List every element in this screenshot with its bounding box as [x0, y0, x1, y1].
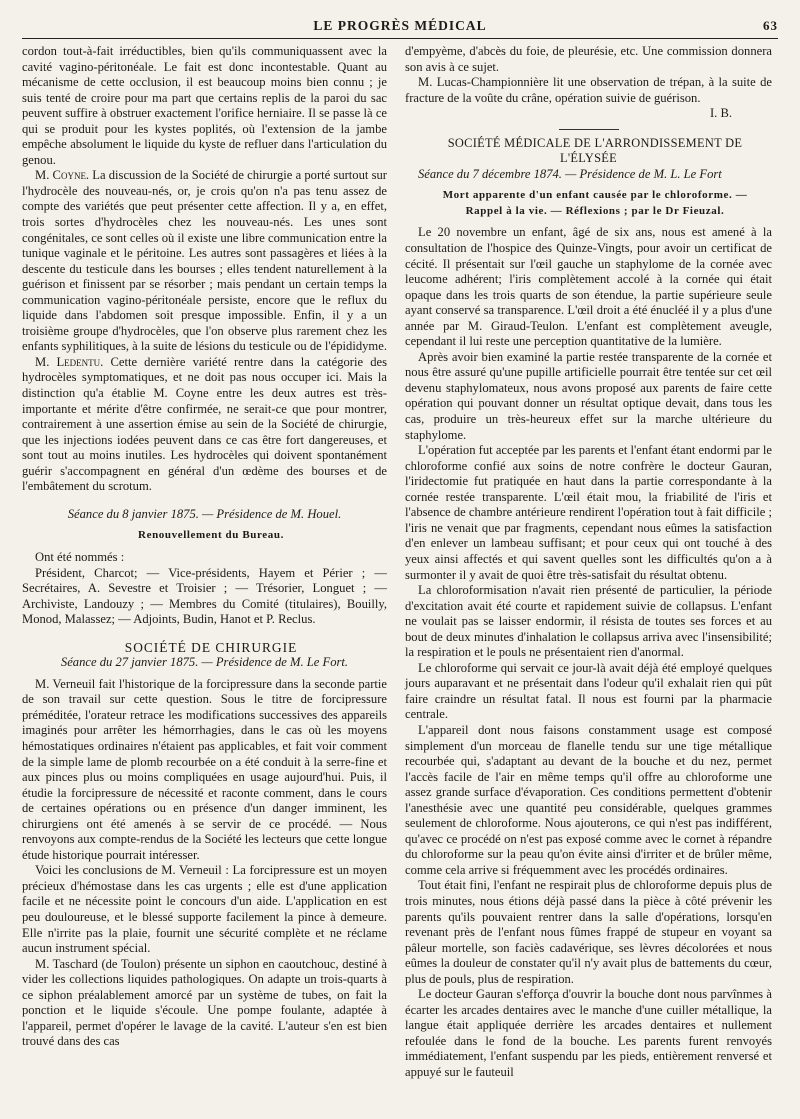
paragraph: Ont été nommés : — [35, 549, 125, 564]
paragraph: L'opération fut acceptée par les parents et l'enfant étant endormi par le chloroforme confié aux soins de notre confrère le docteur Gauran, l'iridectomie fut pratiquée en haut dans la partie correspondante à la cornée restée transparente. L'œil était mou, la friabilité de l'iris et l'absence de chambre antérieure rendirent l'opération tout à fait difficile ; l'iris ne venait que par fragments, cependant nous eûmes la satisfaction d'en enlever un lambeau suffisant; et pour ceux qui ont touché à des yeux ainsi affectés et qui savent quelles sont les difficultés qu'on a à surmonter il y avait de quoi être très-satisfait du résultat obtenu. — [405, 443, 772, 582]
paragraph — [22, 355, 387, 495]
session-heading: Séance du 8 janvier 1875. — Présidence de M. Houel. — [67, 506, 342, 521]
paragraph-text: La discussion de la Société de chirurgie a porté surtout sur l'hydrocèle des nouveau-nés, or, je crois qu'on n'a pas tenu assez de compte des variétés que peut présenter cette affection. Il y a, en effet, trois sortes d'hydrocèles chez les nouveau-nés. Les unes sont congénitales, ce sont celles où il existe une libre communication entre la tunique vaginale et le péritoine. Les autres sont passagères et liées à la descente du testicule dans les bourses ; elles tendent naturellement à la guérison et finissent par se résorber ; mais pendant un certain temps la communication vagino-péritonéale persiste, encore que le reflux du liquide dans l'abdomen soit presque impossible. Enfin, il y a un troisième groupe d'hydrocèles, que l'on observe plus rarement chez les enfants syphilitiques, à la suite de lésions du testicule ou de l'épididyme. — [22, 168, 387, 354]
paragraph: Voici les conclusions de M. Verneuil : La forcipressure est un moyen précieux d'hémostase dans les cas urgents ; elle est d'une application facile et ne nécessite point le concours d'un aide. L'application en est peu douloureuse, et le blessé supporte facilement la pince à demeure. Elle n'irrite pas la plaie, fournit une sécurité complète et ne réclame aucun instrument spécial. — [22, 863, 387, 956]
page-number: 63 — [763, 18, 778, 33]
paragraph-text: Cette dernière variété rentre dans la catégorie des hydrocèles symptomatiques, et ne doit pas nous occuper ici. Mais la distinction qu'a établie M. Coyne entre les deux autres est très-importante et mérite d'être confirmée, ne serait-ce que pour montrer, contrairement à une assertion émise au sein de la Société de chirurgie, que les injections iodées peuvent dans ce cas être fort dangereuses, et sont tout au moins inutiles. Les hydrocèles qui doivent spontanément guérir s'accompagnent en général d'un œdème des bourses et de l'embâtement du scrotum. — [22, 354, 387, 494]
session-heading: Séance du 7 décembre 1874. — Présidence de M. L. Le Fort — [418, 166, 722, 181]
signature-initials: I. B. — [709, 106, 732, 121]
speaker-name: M. Coyne. — [35, 168, 90, 183]
paragraph: d'empyème, d'abcès du foie, de pleurésie, etc. Une commission donnera son avis à ce sujet. — [405, 44, 772, 74]
paragraph: M. Verneuil fait l'historique de la forcipressure dans la seconde partie de son travail sur cette question. Sous le titre de forcipressure préméditée, l'orateur retrace les modifications successives des appareils imaginés pour arrêter les hémorrhagies, dans le cas où les moyens hémostatiques ordinaires n'étaient pas applicables, et fait voir comment de la simple lame de plomb recourbée on a été conduit à la serre-fine et aux pinces plus ou moins compliquées en usage aujourd'hui. Puis, il étudie la forcipressure de nécessité et raconte comment, dans le cours de certaines opérations ou en présence d'un danger imminent, les chirurgiens ont été amenés à se servir de ce procédé. — Nous renvoyons aux compte-rendus de la Société les lecteurs que cette longue étude historique pourrait intéresser. — [22, 676, 387, 862]
paragraph: Le docteur Gauran s'efforça d'ouvrir la bouche dont nous parvînmes à écarter les arcades dentaires avec le manche d'une cuiller métallique, la langue était appliquée derrière les arcades dentaires et nullement refoulée dans le fond de la bouche. Les parents furent renvoyés immédiatement, l'enfant suspendu par les pieds, entièrement renversé et appuyé sur le fauteuil — [405, 987, 772, 1079]
speaker-name: M. Ledentu. — [35, 354, 104, 369]
session-heading: Séance du 27 janvier 1875. — Présidence de M. Le Fort. — [60, 655, 349, 670]
section-title: SOCIÉTÉ MÉDICALE DE L'ARRONDISSEMENT DE L'ÉLYSÉE — [447, 135, 743, 166]
paragraph: M. Lucas-Championnière lit une observation de trépan, à la suite de fracture de la voûte du crâne, opération suivie de guérison. — [405, 75, 772, 105]
journal-title: LE PROGRÈS MÉDICAL — [313, 18, 487, 33]
page-header — [22, 16, 778, 39]
paragraph: Tout était fini, l'enfant ne respirait plus de chloroforme depuis plus de trois minutes, nous étions déjà passé dans la pièce à côté prévenir les parents qu'ils pouvaient rentrer dans la salle d'opérations, lorsqu'en revenant près de l'enfant nous fûmes frappé de stupeur en voyant sa pâleur mortelle, son faciès cadavérique, ses lèvres décolorées et nous eûmes la douleur de constater qu'il n'y avait plus de battements du cœur, plus de pouls, plus de respiration. — [405, 878, 772, 986]
paragraph: cordon tout-à-fait irréductibles, bien qu'ils communiquassent avec la cavité vagino-péritonéale. Le fait est donc incontestable. Quant au mécanisme de cette occlusion, il est beaucoup moins bien connu ; je suis tenté de croire pour ma part que certains replis de la paroi du sac peuvent suffire à obstruer exactement l'orifice herniaire. Il se passe là ce qui se produit pour les kystes poplités, où l'extension de la jambe empêche absolument le liquide du kyste de refluer dans l'articulation du genou. — [22, 44, 387, 167]
paragraph: L'appareil dont nous faisons constamment usage est composé simplement d'un morceau de flanelle tendu sur une tige métallique recourbée qui, s'adaptant au devant de la bouche et du nez, permet l'accès facile de l'air en même temps qu'il offre au chloroforme une assez grande surface d'évaporation. Ces conditions permettent d'obtenir l'anesthésie avec une quantité peu considérable, quelques grammes seulement de chloroforme. Nous ajouterons, ce qui n'est pas indifférent, qu'avec ce procédé on n'est pas exposé comme avec le cornet à répandre du chloroforme sur la peau qu'on évite ainsi d'irriter et de brûler même, comme cela arrive si fréquemment avec les procédés ordinaires. — [405, 722, 772, 877]
paragraph: Le chloroforme qui servait ce jour-là avait déjà été employé quelques jours auparavant et ne présentait dans l'odeur qu'il exhalait rien qui pût faire craindre un résultat fatal. Il nous est fourni par la pharmacie centrale. — [405, 660, 772, 722]
paragraph: M. Taschard (de Toulon) présente un siphon en caoutchouc, destiné à vider les collections liquides pathologiques. On adapte un trois-quarts à ce siphon préalablement amorcé par un système de tubes, on fait la ponction et le liquide s'écoule. Une pompe foulante, adaptée à l'appareil, permet d'opérer le lavage de la cavité. L'auteur s'en est bien trouvé dans des cas — [22, 956, 387, 1049]
paragraph: Après avoir bien examiné la partie restée transparente de la cornée et nous être assuré qu'une pupille artificielle pourrait être tentée sur cet œil devenu staphylomateux, nous avons proposé aux parents de faire cette opération qui pouvant donner un résultat optique devait, dans tous les cas, produire un très-heureux effet sur la marche ultérieure du staphylome. — [405, 349, 772, 442]
subheading: Mort apparente d'un enfant causée par le chloroforme. — — [442, 189, 748, 202]
paragraph: La chloroformisation n'avait rien présenté de particulier, la période d'excitation avait été courte et rapidement suivie de collapsus. L'enfant ne voulait pas se laisser endormir, il résista de toutes ses forces et au bout de deux minutes d'inhalation le collapsus arriva avec l'insensibilité; la respiration et le pouls ne présentaient rien d'anormal. — [405, 583, 772, 660]
paragraph — [22, 168, 387, 355]
left-column — [22, 44, 387, 1050]
subheading: Renouvellement du Bureau. — [138, 529, 284, 542]
paragraph: Président, Charcot; — Vice-présidents, Hayem et Périer ; — Secrétaires, A. Sevestre et Troisier ; — Trésorier, Longuet ; — Archiviste, Landouzy ; — Membres du Comité (titulaires), Bouilly, Monod, Malassez; — Adjoints, Budin, Hanot et P. Reclus. — [22, 565, 387, 627]
section-title: SOCIÉTÉ DE CHIRURGIE — [124, 639, 298, 655]
subheading: Rappel à la vie. — Réflexions ; par le Dr Fieuzal. — [465, 204, 725, 217]
paragraph: Le 20 novembre un enfant, âgé de six ans, nous est amené à la consultation de l'hospice des Quinze-Vingts, pour avoir un certificat de cécité. Il présentait sur l'œil gauche un staphylome de la cornée avec leucome adhérent; l'iris complètement accolé à la cornée qui était opaque dans les trois quarts de son étendue, la partie supérieure seule ayant conservé sa transparence. L'œil droit a été énucléé il y a plus d'une année par M. Giraud-Teulon. L'enfant est complètement aveugle, cependant il lui reste une perception quantitative de la lumière. — [405, 225, 772, 349]
divider — [559, 129, 619, 130]
right-column — [405, 44, 772, 1081]
